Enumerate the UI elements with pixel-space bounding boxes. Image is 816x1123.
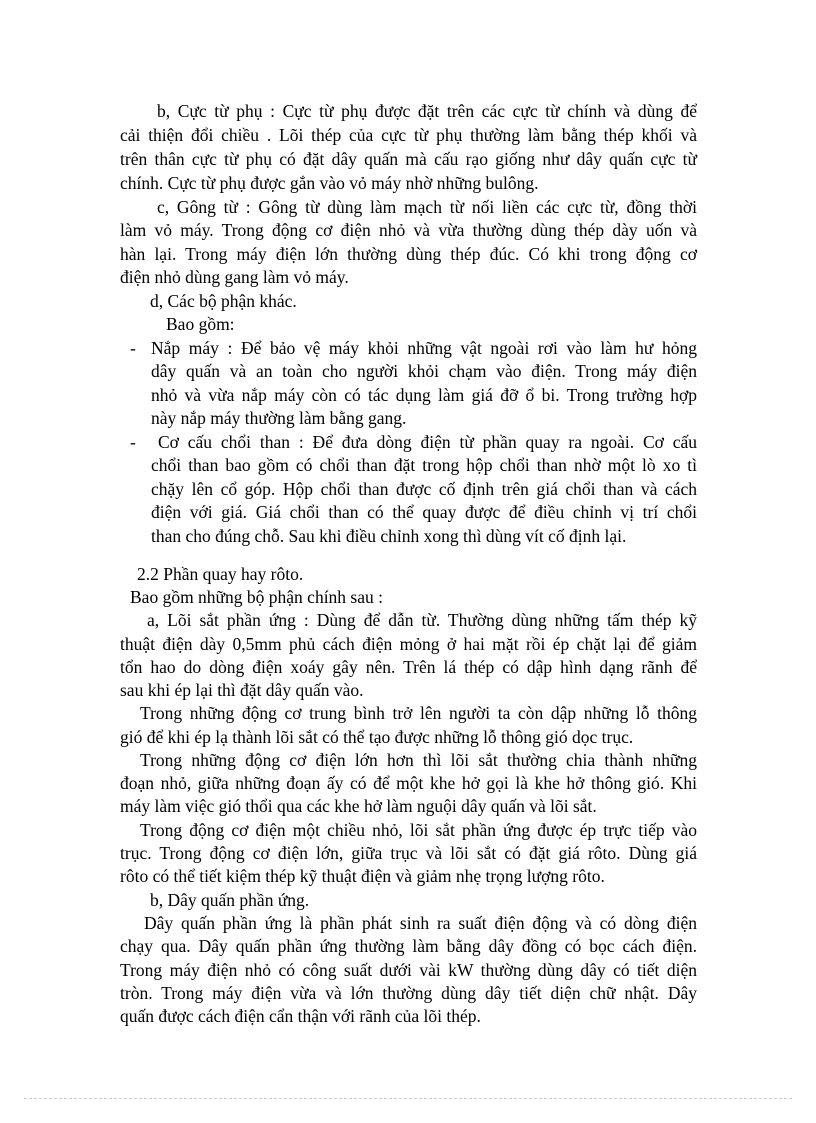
list-item-line: nhỏ và vừa nắp máy còn có tác dụng làm giá đỡ ổ bi. Trong trường hợp [151, 385, 697, 405]
paragraph-line: Bao gồm: [166, 314, 235, 334]
list-item-line: Cơ cấu chổi than : Để đưa dòng điện từ phần quay ra ngoài. Cơ cấu [158, 432, 697, 452]
paragraph-line: quấn được cách điện cẩn thận với rãnh của lõi thép. [120, 1006, 481, 1026]
paragraph-line: trên thân cực từ phụ có đặt dây quấn mà cấu rạo giống như dây quấn cực từ [120, 149, 697, 169]
paragraph-line: Bao gồm những bộ phận chính sau : [130, 587, 383, 607]
paragraph-line: a, Lõi sắt phần ứng : Dùng để dẫn từ. Thường dùng những tấm thép kỹ [147, 610, 697, 630]
paragraph-line: chạy qua. Dây quấn phần ứng thường làm bằng dây đồng có bọc cách điện. [120, 936, 697, 956]
paragraph-line: cải thiện đổi chiều . Lõi thép của cực từ phụ thường làm bằng thép khối và [120, 125, 697, 145]
paragraph-line: Trong máy điện nhỏ có công suất dưới vài kW thường dùng dây có tiết diện [120, 960, 697, 980]
paragraph-line: hàn lại. Trong máy điện lớn thường dùng thép đúc. Có khi trong động cơ [120, 244, 697, 264]
paragraph-line: Trong những động cơ trung bình trở lên người ta còn dập những lỗ thông [140, 703, 697, 723]
section-heading: 2.2 Phần quay hay rôto. [137, 564, 304, 584]
page-bottom-divider [24, 1098, 792, 1099]
paragraph-line: làm vỏ máy. Trong động cơ điện nhỏ và vừa thường dùng thép dày uốn và [120, 220, 697, 240]
paragraph-line: sau khi ép lại thì đặt dây quấn vào. [120, 680, 364, 700]
paragraph-line: điện nhỏ dùng gang làm vỏ máy. [120, 267, 349, 287]
paragraph-line: thuật điện dày 0,5mm phủ cách điện mỏng ở hai mặt rồi ép chặt lại để giảm [120, 634, 697, 654]
bullet-marker: - [130, 432, 136, 452]
bullet-marker: - [130, 338, 136, 358]
paragraph-line: trục. Trong động cơ điện lớn, giữa trục và lõi sắt có đặt giá rôto. Dùng giá [120, 843, 697, 863]
paragraph-line: rôto có thể tiết kiệm thép kỹ thuật điện và giảm nhẹ trọng lượng rôto. [120, 866, 605, 886]
list-item-line: này nắp máy thường làm bằng gang. [151, 408, 407, 428]
subheading: b, Dây quấn phần ứng. [150, 890, 310, 910]
list-item-line: chặy lên cổ góp. Hộp chổi than được cố định trên giá chổi than và cách [151, 479, 697, 499]
list-item-line: chổi than bao gồm có chổi than đặt trong hộp chổi than nhờ một lò xo tì [151, 455, 697, 475]
list-item-line: than cho đúng chỗ. Sau khi điều chỉnh xong thì dùng vít cố định lại. [151, 526, 627, 546]
paragraph-line: Trong động cơ điện một chiều nhỏ, lõi sắt phần ứng được ép trực tiếp vào [140, 820, 697, 840]
paragraph-line: Dây quấn phần ứng là phần phát sinh ra suất điện động và có dòng điện [144, 913, 697, 933]
paragraph-line: đoạn nhỏ, giữa những đoạn ấy có để một khe hở gọi là khe hở thông gió. Khi [120, 773, 697, 793]
paragraph-line: tổn hao do dòng điện xoáy gây nên. Trên lá thép có dập hình dạng rãnh để [120, 657, 697, 677]
list-item-line: điện với giá. Giá chổi than có thể quay được để điều chỉnh vị trí chổi [151, 502, 697, 522]
list-item-line: dây quấn và an toàn cho người khỏi chạm vào điện. Trong máy điện [151, 361, 697, 381]
paragraph-line: gió để khi ép lạ thành lõi sắt có thể tạo được những lỗ thông gió dọc trục. [120, 727, 634, 747]
paragraph-line: máy làm việc gió thổi qua các khe hở làm nguội dây quấn và lõi sắt. [120, 796, 597, 816]
paragraph-line: tròn. Trong máy điện vừa và lớn thường dùng dây tiết diện chữ nhật. Dây [120, 983, 697, 1003]
paragraph-line: c, Gông từ : Gông từ dùng làm mạch từ nối liền các cực từ, đồng thời [157, 197, 697, 217]
list-item-line: Nắp máy : Để bảo vệ máy khỏi những vật ngoài rơi vào làm hư hỏng [151, 338, 697, 358]
paragraph-line: chính. Cực từ phụ được gắn vào vỏ máy nhờ những bulông. [120, 173, 539, 193]
paragraph-line: Trong những động cơ điện lớn hơn thì lõi sắt thường chia thành những [140, 750, 697, 770]
subheading: d, Các bộ phận khác. [150, 291, 297, 311]
paragraph-line: b, Cực từ phụ : Cực từ phụ được đặt trên các cực từ chính và dùng để [157, 101, 697, 121]
